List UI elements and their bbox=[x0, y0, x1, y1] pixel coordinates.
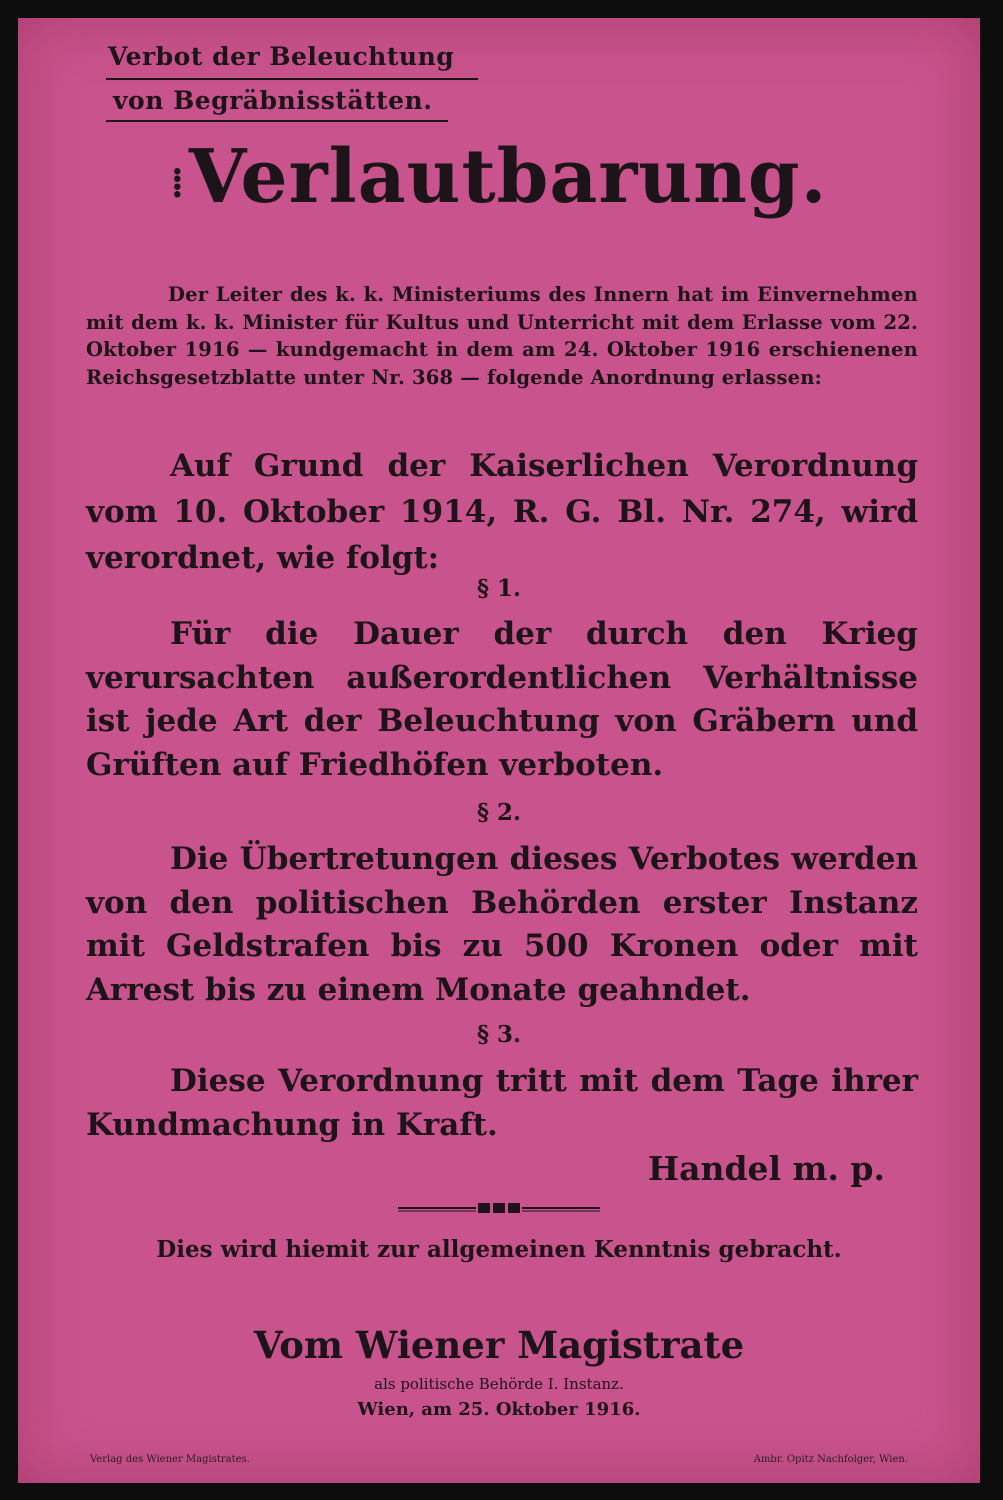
section-2-text: Die Übertretungen dieses Verbotes werden von den politischen Behörden erster Instanz mit Geldstrafen bis zu 500 Kronen oder mit Arrest bis zu einem Monate geahndet. bbox=[86, 841, 918, 1008]
authority-subtitle: als politische Behörde I. Instanz. bbox=[374, 1375, 624, 1393]
page-title-text: Verlautbarung. bbox=[188, 134, 828, 220]
preamble-paragraph: Der Leiter des k. k. Ministeriums des Innern hat im Einvernehmen mit dem k. k. Minister für Kultus und Unterricht mit dem Erlasse vom 22. Oktober 1916 — kundgemacht in dem am 24. Oktober 1916 erschienenen Reichsgesetzblatte unter Nr. 368 — folgende Anordnung erlassen: bbox=[86, 283, 918, 389]
page-title bbox=[18, 134, 980, 220]
title-ornament-icon: ⁞ bbox=[170, 158, 185, 206]
poster-sheet bbox=[18, 18, 980, 1483]
header-rule-1 bbox=[106, 78, 478, 80]
section-2-mark: § 2. bbox=[476, 799, 522, 826]
notice-line: Dies wird hiemit zur allgemeinen Kenntnis gebracht. bbox=[156, 1236, 842, 1263]
header-line-2: von Begräbnisstätten. bbox=[113, 86, 433, 115]
footer-publisher: Verlag des Wiener Magistrates. bbox=[90, 1454, 250, 1465]
section-1-text: Für die Dauer der durch den Krieg verursachten außerordentlichen Verhältnisse ist jede Art der Beleuchtung von Gräbern und Grüften auf Friedhöfen verboten. bbox=[86, 616, 918, 783]
header-rule-2 bbox=[106, 120, 448, 122]
signature: Handel m. p. bbox=[647, 1149, 885, 1188]
section-1-mark: § 1. bbox=[476, 575, 522, 602]
section-3-mark: § 3. bbox=[476, 1021, 522, 1048]
authority-name: Vom Wiener Magistrate bbox=[253, 1323, 745, 1367]
divider-ornament-icon bbox=[398, 1200, 600, 1216]
header-line-1: Verbot der Beleuchtung bbox=[108, 42, 455, 71]
section-3-text: Diese Verordnung tritt mit dem Tage ihrer Kundmachung in Kraft. bbox=[86, 1063, 918, 1143]
lead-paragraph: Auf Grund der Kaiserlichen Verordnung vom 10. Oktober 1914, R. G. Bl. Nr. 274, wird verordnet, wie folgt: bbox=[86, 448, 918, 576]
footer-printer: Ambr. Opitz Nachfolger, Wien. bbox=[753, 1454, 908, 1465]
dateline: Wien, am 25. Oktober 1916. bbox=[357, 1399, 641, 1420]
